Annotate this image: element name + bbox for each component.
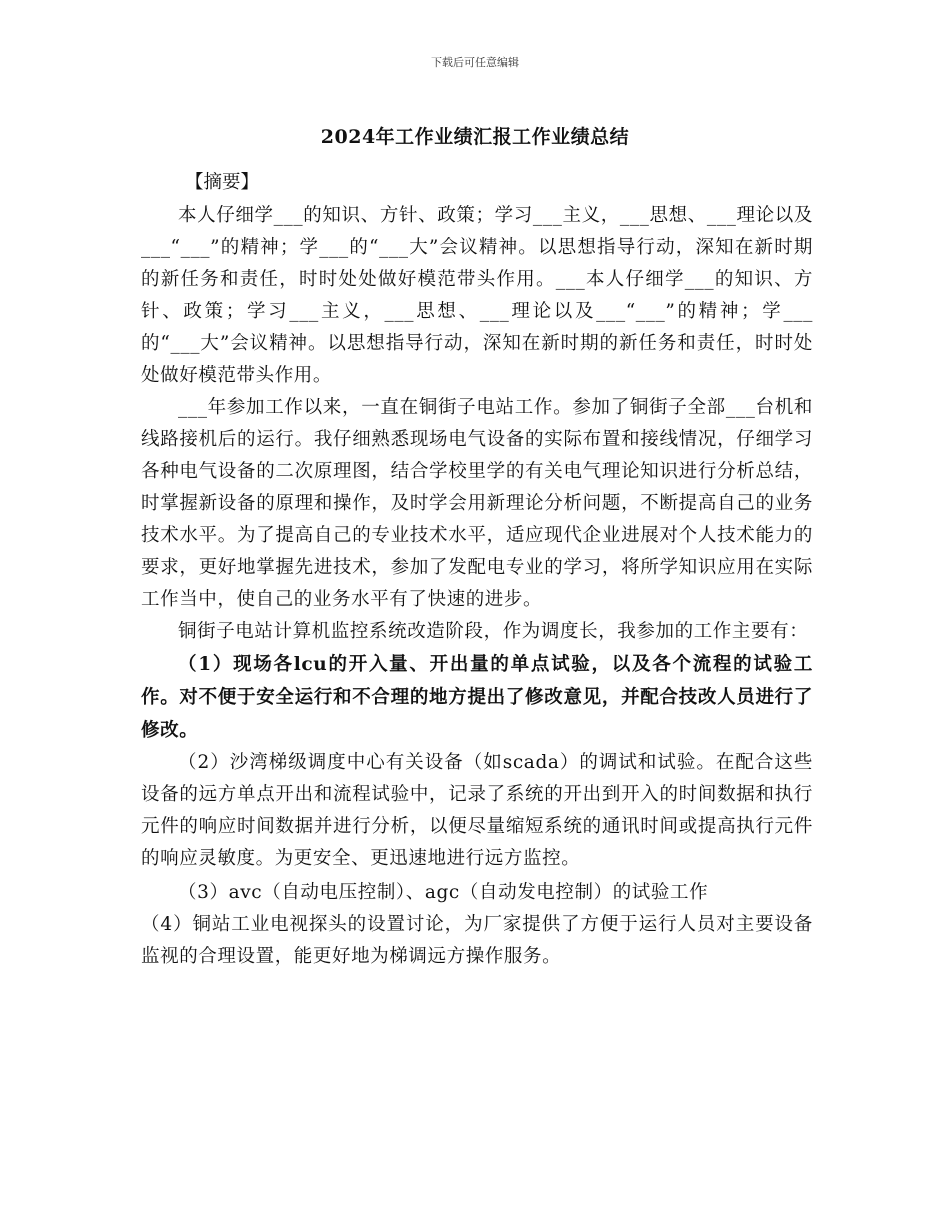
paragraph-item-4: （4）铜站工业电视探头的设置讨论，为厂家提供了方便于运行人员对主要设备监视的合理设置，能更好地为梯调远方操作服务。	[141, 914, 813, 967]
paragraph-item-3: （3）avc（自动电压控制）、agc（自动发电控制）的试验工作	[178, 882, 709, 903]
paragraph-study: 本人仔细学___的知识、方针、政策；学习___主义，___思想、___理论以及___“___”的精神；学___的“___大”会议精神。以思想指导行动，深知在新时期的新任务和责任，时时处处做好模范带头作用。___本人仔细学___的知识、方针、政策；学习___主义，___思想、___理论以及___“___”的精神；学___的“___大”会议精神。以思想指导行动，深知在新时期的新任务和责任，时时处处做好模范带头作用。	[141, 205, 813, 386]
document-body	[141, 166, 813, 973]
paragraph-item-1: （1）现场各lcu的开入量、开出量的单点试验，以及各个流程的试验工作。对不便于安全运行和不合理的地方提出了修改意见，并配合技改人员进行了修改。	[141, 654, 813, 741]
page-header-note: 下载后可任意编辑	[431, 56, 519, 69]
paragraph-monitoring-intro: 铜街子电站计算机监控系统改造阶段，作为调度长，我参加的工作主要有：	[178, 621, 809, 642]
abstract-heading: 【摘要】	[185, 172, 260, 193]
document-title: 2024年工作业绩汇报工作业绩总结	[320, 126, 630, 148]
paragraph-item-2: （2）沙湾梯级调度中心有关设备（如scada）的调试和试验。在配合这些设备的远方单点开出和流程试验中，记录了系统的开出到开入的时间数据和执行元件的响应时间数据并进行分析，以便尽量缩短系统的通讯时间或提高执行元件的响应灵敏度。为更安全、更迅速地进行远方监控。	[141, 752, 813, 869]
paragraph-work-history: ___年参加工作以来，一直在铜街子电站工作。参加了铜街子全部___台机和线路接机后的运行。我仔细熟悉现场电气设备的实际布置和接线情况，仔细学习各种电气设备的二次原理图，结合学校里学的有关电气理论知识进行分析总结，时掌握新设备的原理和操作，及时学会用新理论分析问题，不断提高自己的业务技术水平。为了提高自己的专业技术水平，适应现代企业进展对个人技术能力的要求，更好地掌握先进技术，参加了发配电专业的学习，将所学知识应用在实际工作当中，使自己的业务水平有了快速的进步。	[141, 397, 813, 610]
